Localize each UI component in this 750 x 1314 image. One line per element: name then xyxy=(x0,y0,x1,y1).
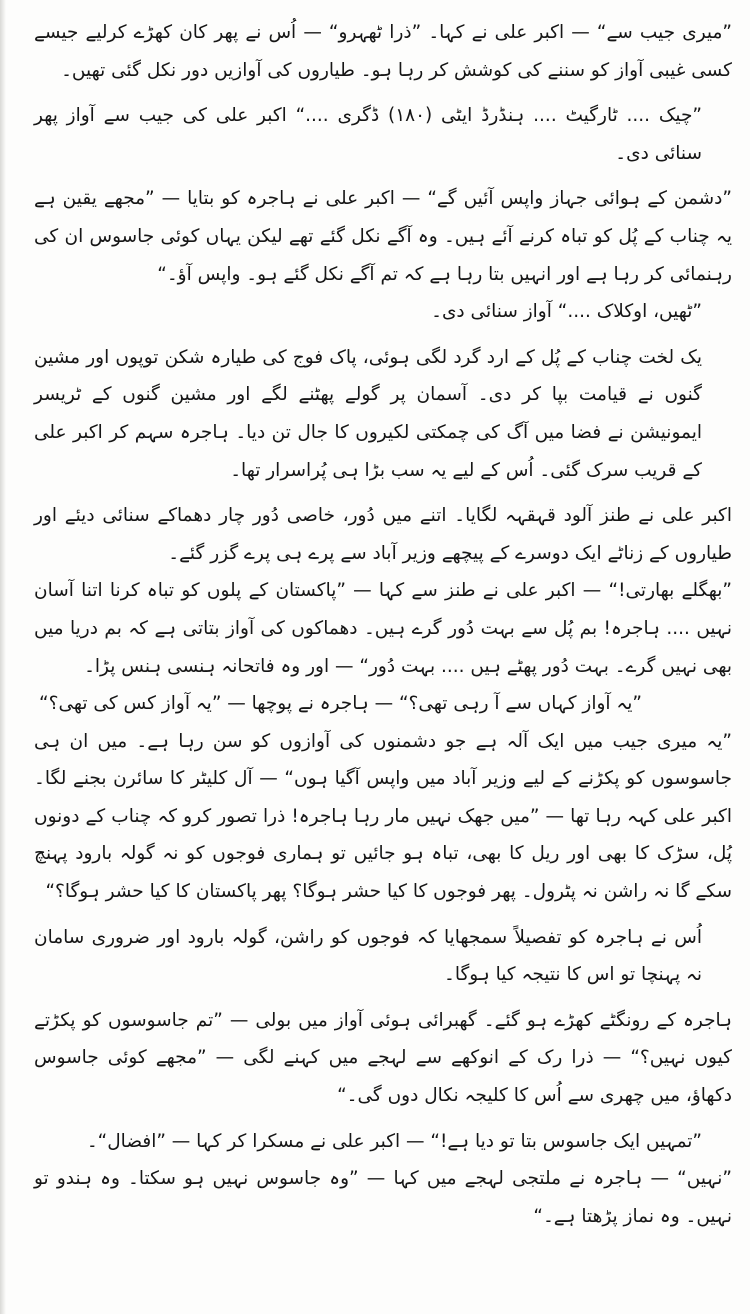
paragraph: ”ٹھیں، اوکلاک ....“ آواز سنائی دی۔ xyxy=(431,301,702,323)
paragraph: ”چیک .... ٹارگیٹ .... ہنڈرڈ ایٹی (۱۸۰) ڈگری ....“ اکبر علی کی جیب سے آواز پھر سنائی دی۔ xyxy=(34,105,702,164)
paragraph: ”بھگلے بھارتی!“ — اکبر علی نے طنز سے کہا — ”پاکستان کے پلوں کو تباہ کرنا اتنا آسان نہیں .... ہاجرہ! بم پُل سے بہت دُور گرے ہیں۔ دھماکوں کی آواز بتاتی ہے کہ بم دریا میں بھی نہیں گرے۔ بہت دُور پھٹے ہیں .... بہت دُور“ — اور وہ فاتحانہ ہنسی ہنس پڑا۔ xyxy=(34,580,732,677)
urdu-text-body xyxy=(34,14,732,1235)
paragraph: اُس نے ہاجرہ کو تفصیلاً سمجھایا کہ فوجوں کو راشن، گولہ بارود اور ضروری سامان نہ پہنچا تو اس کا نتیجہ کیا ہوگا۔ xyxy=(34,926,702,986)
paragraph: ”نہیں“ — ہاجرہ نے ملتجی لہجے میں کہا — ”وہ جاسوس نہیں ہو سکتا۔ وہ ہندو تو نہیں۔ وہ نماز پڑھتا ہے۔“ xyxy=(34,1168,732,1227)
paragraph: ہاجرہ کے رونگٹے کھڑے ہو گئے۔ گھبرائی ہوئی آواز میں بولی — ”تم جاسوسوں کو پکڑتے کیوں نہیں؟“ — ذرا رک کے انوکھے سے لہجے میں کہنے لگی — ”مجھے کوئی جاسوس دکھاؤ، میں چھری سے اُس کا کلیجہ نکال دوں گی۔“ xyxy=(34,1009,732,1107)
paragraph: ”یہ آواز کہاں سے آ رہی تھی؟“ — ہاجرہ نے پوچھا — ”یہ آواز کس کی تھی؟“ xyxy=(39,693,642,715)
paragraph: ”دشمن کے ہوائی جہاز واپس آئیں گے“ — اکبر علی نے ہاجرہ کو بتایا — ”مجھے یقین ہے یہ چناب کے پُل کو تباہ کرنے آئے ہیں۔ وہ آگے نکل گئے تھے لیکن یہاں کوئی جاسوس ان کی رہنمائی کر رہا ہے اور انہیں بتا رہا ہے کہ تم آگے نکل گئے ہو۔ واپس آؤ۔“ xyxy=(34,188,732,285)
paragraph: ”تمہیں ایک جاسوس بتا تو دیا ہے!“ — اکبر علی نے مسکرا کر کہا — ”افضال“۔ xyxy=(86,1130,702,1152)
paragraph: یک لخت چناب کے پُل کے ارد گرد لگی ہوئی، پاک فوج کی طیارہ شکن توپوں اور مشین گنوں نے قیامت بپا کر دی۔ آسمان پر گولے پھٹنے لگے اور مشین گنوں کے ٹریسر ایمونیشن نے فضا میں آگ کی چمکتی لکیروں کا جال تن دیا۔ ہاجرہ سہم کر اکبر علی کے قریب سرک گئی۔ اُس کے لیے یہ سب بڑا ہی پُراسرار تھا۔ xyxy=(34,346,702,481)
paragraph: اکبر علی نے طنز آلود قہقہہ لگایا۔ اتنے میں دُور، خاصی دُور چار دھماکے سنائی دیئے اور طیاروں کے زناٹے ایک دوسرے کے پیچھے وزیر آباد سے پرے ہی پرے گزر گئے۔ xyxy=(34,505,732,564)
scan-edge-shadow xyxy=(0,0,6,1314)
paragraph: ”یہ میری جیب میں ایک آلہ ہے جو دشمنوں کی آوازوں کو سن رہا ہے۔ میں ان ہی جاسوسوں کو پکڑنے کے لیے وزیر آباد میں واپس آگیا ہوں“ — آل کلیٹر کا سائرن بجنے لگا۔ اکبر علی کہہ رہا تھا — ”میں جھک نہیں مار رہا ہاجرہ! ذرا تصور کرو کہ چناب کے دونوں پُل، سڑک کا بھی اور ریل کا بھی، تباہ ہو جائیں تو ہماری فوجوں کو نہ گولہ بارود پہنچ سکے گا نہ راشن نہ پٹرول۔ پھر فوجوں کا کیا حشر ہوگا؟ پھر پاکستان کا کیا حشر ہوگا؟“ xyxy=(34,730,732,903)
paragraph: ”میری جیب سے“ — اکبر علی نے کہا۔ ”ذرا ٹھہرو“ — اُس نے پھر کان کھڑے کرلیے جیسے کسی غیبی آواز کو سننے کی کوشش کر رہا ہو۔ طیاروں کی آوازیں دور نکل گئی تھیں۔ xyxy=(34,22,732,81)
